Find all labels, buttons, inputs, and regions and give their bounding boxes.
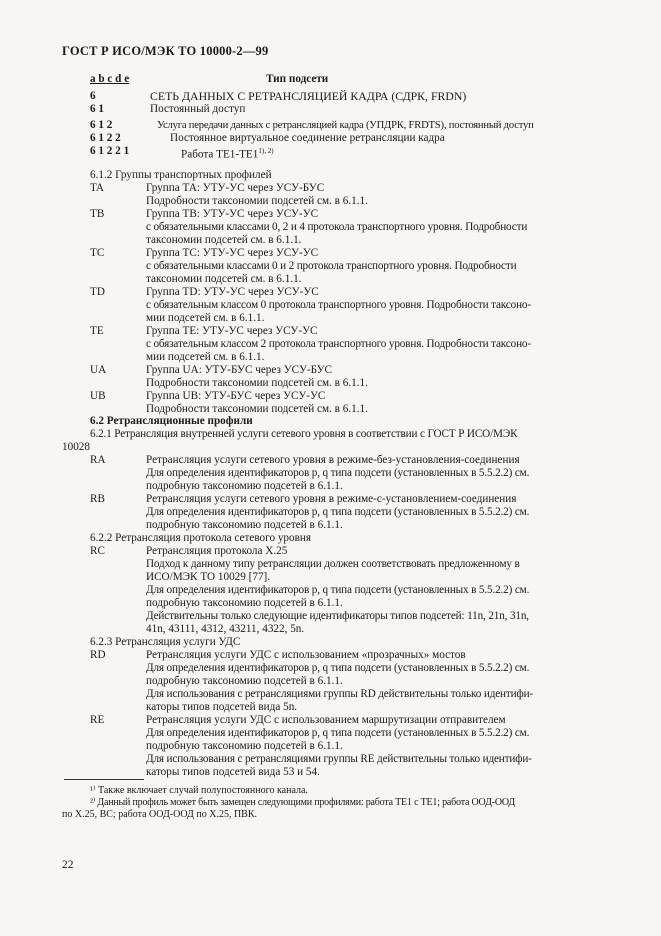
relay-re-line: Ретрансляция услуги УДС с использованием маршрутизации отправителем: [146, 714, 506, 726]
relay-ra-line: подробную таксономию подсетей в 6.1.1.: [146, 480, 343, 492]
section-6-2-2-heading: 6.2.2 Ретрансляция протокола сетевого уровня: [90, 532, 312, 544]
relay-rc-line: Ретрансляция протокола Х.25: [146, 545, 288, 557]
section-6-2-heading: 6.2 Ретрансляционные профили: [90, 415, 253, 427]
relay-code-rb: RB: [90, 493, 105, 505]
document-header: ГОСТ Р ИСО/МЭК ТО 10000-2—99: [62, 44, 269, 58]
footnote-1: ¹⁾ Также включает случай полупостоянного канала.: [90, 785, 308, 796]
row-text-6: СЕТЬ ДАННЫХ С РЕТРАНСЛЯЦИЕЙ КАДРА (СДРК, FRDN): [150, 89, 467, 103]
group-code-ub: UB: [90, 390, 106, 402]
group-te-line: с обязательным классом 2 протокола транспортного уровня. Подробности таксоно-: [146, 338, 531, 350]
section-6-2-3-heading: 6.2.3 Ретрансляция услуги УДС: [90, 636, 241, 648]
group-ua-line: Группа UA: УТУ-БУС через УСУ-БУС: [146, 364, 333, 376]
footnote-divider: [64, 779, 144, 780]
column-title: Тип подсети: [266, 73, 329, 85]
relay-code-ra: RA: [90, 454, 106, 466]
row-code-6-1-2-2-1: 6 1 2 2 1: [90, 145, 130, 157]
group-ua-line: Подробности таксономии подсетей см. в 6.1.1.: [146, 377, 368, 389]
group-ub-line: Подробности таксономии подсетей см. в 6.1.1.: [146, 403, 368, 415]
row-code-6-1-2-2: 6 1 2 2: [90, 132, 121, 144]
row-code-6-1: 6 1: [90, 103, 104, 115]
group-tb-line: таксономии подсетей см. в 6.1.1.: [146, 234, 302, 246]
row-text-6-1-2: Услуга передачи данных с ретрансляцией кадра (УПДРК, FRDTS), постоянный доступ: [157, 120, 534, 131]
group-tc-line: таксономии подсетей см. в 6.1.1.: [146, 273, 302, 285]
group-tb-line: Группа ТВ: УТУ-УС через УСУ-УС: [146, 208, 319, 220]
relay-rc-line: ИСО/МЭК ТО 10029 [77].: [146, 571, 271, 583]
relay-re-line: каторы типов подсетей вида 53 и 54.: [146, 766, 320, 778]
row-text-6-1: Постоянный доступ: [150, 103, 246, 115]
row-text-6-1-2-2: Постоянное виртуальное соединение ретрансляции кадра: [170, 132, 445, 144]
group-code-ua: UA: [90, 364, 107, 376]
relay-rb-line: Для определения идентификаторов p, q типа подсети (установленных в 5.5.2.2) см.: [146, 506, 530, 518]
group-code-tc: TC: [90, 247, 105, 259]
column-letters: a b c d e: [90, 73, 130, 85]
group-ta-line: Группа ТА: УТУ-УС через УСУ-БУС: [146, 182, 325, 194]
group-te-line: Группа ТЕ: УТУ-УС через УСУ-УС: [146, 325, 318, 337]
relay-rc-line: Для определения идентификаторов p, q типа подсети (установленных в 5.5.2.2) см.: [146, 584, 530, 596]
relay-rc-line: Подход к данному типу ретрансляции должен соответствовать предложенному в: [146, 558, 520, 570]
row-code-6: 6: [90, 90, 96, 102]
group-code-tb: TB: [90, 208, 105, 220]
section-6-2-1-line: 10028: [62, 441, 90, 453]
relay-rc-line: подробную таксономию подсетей в 6.1.1.: [146, 597, 343, 609]
relay-rd-line: Для определения идентификаторов p, q типа подсети (установленных в 5.5.2.2) см.: [146, 662, 530, 674]
relay-re-line: Для определения идентификаторов p, q типа подсети (установленных в 5.5.2.2) см.: [146, 727, 530, 739]
group-ta-line: Подробности таксономии подсетей см. в 6.1.1.: [146, 195, 368, 207]
row-text-6-1-2-2-1-main: Работа ТЕ1-ТЕ1: [181, 148, 259, 161]
relay-ra-line: Ретрансляция услуги сетевого уровня в режиме-без-установления-соединения: [146, 454, 520, 466]
section-6-1-2-heading: 6.1.2 Группы транспортных профилей: [90, 169, 272, 181]
group-code-ta: TA: [90, 182, 105, 194]
relay-rd-line: каторы типов подсетей вида 5n.: [146, 701, 298, 713]
relay-rd-line: подробную таксономию подсетей в 6.1.1.: [146, 675, 343, 687]
footnote-2: ²⁾ Данный профиль может быть замещен следующими профилями: работа ТЕ1 с ТЕ1; работа ООД-ООД: [90, 797, 515, 808]
relay-rd-line: Ретрансляция услуги УДС с использованием «прозрачных» мостов: [146, 649, 466, 661]
group-te-line: мии подсетей см. в 6.1.1.: [146, 351, 265, 363]
row-code-6-1-2: 6 1 2: [90, 119, 113, 131]
section-6-2-1-line: 6.2.1 Ретрансляция внутренней услуги сетевого уровня в соответствии с ГОСТ Р ИСО/МЭК: [90, 428, 518, 440]
relay-code-rc: RC: [90, 545, 105, 557]
group-tc-line: Группа ТС: УТУ-УС через УСУ-УС: [146, 247, 319, 259]
relay-re-line: подробную таксономию подсетей в 6.1.1.: [146, 740, 343, 752]
relay-rb-line: Ретрансляция услуги сетевого уровня в режиме-с-установлением-соединения: [146, 493, 517, 505]
relay-rb-line: подробную таксономию подсетей в 6.1.1.: [146, 519, 343, 531]
group-code-te: TE: [90, 325, 104, 337]
relay-rd-line: Для использования с ретрансляциями группы RD действительны только идентифи-: [146, 688, 533, 700]
footnote-refs: 1), 2): [258, 147, 274, 155]
relay-code-rd: RD: [90, 649, 106, 661]
relay-code-re: RE: [90, 714, 105, 726]
group-ub-line: Группа UB: УТУ-БУС через УСУ-УС: [146, 390, 326, 402]
group-code-td: TD: [90, 286, 105, 298]
row-text-6-1-2-2-1: [181, 145, 274, 162]
relay-rc-line: 41n, 43111, 4312, 43211, 4322, 5n.: [146, 623, 305, 635]
footnote-2-cont: по Х.25, ВС; работа ООД-ООД по Х.25, ПВК.: [62, 809, 258, 820]
relay-ra-line: Для определения идентификаторов p, q типа подсети (установленных в 5.5.2.2) см.: [146, 467, 530, 479]
page-number: 22: [62, 859, 74, 871]
group-td-line: Группа ТD: УТУ-УС через УСУ-УС: [146, 286, 319, 298]
group-td-line: мии подсетей см. в 6.1.1.: [146, 312, 265, 324]
group-td-line: с обязательным классом 0 протокола транспортного уровня. Подробности таксоно-: [146, 299, 531, 311]
relay-rc-line: Действительны только следующие идентификаторы типов подсетей: 11n, 21n, 31n,: [146, 610, 529, 622]
relay-re-line: Для использования с ретрансляциями группы RE действительны только идентифи-: [146, 753, 532, 765]
group-tc-line: с обязательными классами 0 и 2 протокола транспортного уровня. Подробности: [146, 260, 517, 272]
group-tb-line: с обязательными классами 0, 2 и 4 протокола транспортного уровня. Подробности: [146, 221, 528, 233]
